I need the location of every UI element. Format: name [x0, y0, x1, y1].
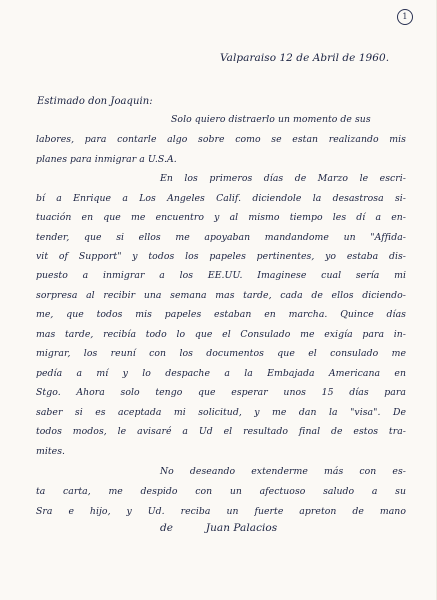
letter-greeting: Estimado don Joaquin: — [37, 96, 153, 107]
body-line: labores, para contarle algo sobre como se estan realizando mis — [36, 134, 406, 145]
body-line: bí a Enrique a Los Angeles Calif. diciendole la desastrosa si- — [36, 193, 406, 204]
body-line: Solo quiero distraerlo un momento de sus — [171, 114, 371, 125]
page-number: 1 — [397, 9, 413, 25]
body-line: En los primeros días de Marzo le escri- — [160, 173, 406, 184]
signature-block — [160, 522, 277, 534]
body-line: puesto a inmigrar a los EE.UU. Imaginese cual sería mi — [36, 270, 406, 281]
body-line: migrar, los reuní con los documentos que el consulado me — [36, 348, 406, 359]
letter-date: Valparaiso 12 de Abril de 1960. — [220, 52, 390, 64]
body-line: mites. — [36, 446, 66, 457]
body-line: No deseando extenderme más con es- — [160, 466, 406, 477]
body-line: todos modos, le avisaré a Ud el resultado final de estos tra- — [36, 426, 406, 437]
body-line: sorpresa al recibir una semana mas tarde, cada de ellos diciendo- — [36, 290, 406, 301]
body-line: saber si es aceptada mi solicitud, y me dan la "visa". De — [36, 407, 406, 418]
body-line: me, que todos mis papeles estaban en marcha. Quince días — [36, 309, 406, 320]
body-line: Sra e hijo, y Ud. reciba un fuerte apreton de mano — [36, 506, 406, 517]
body-line: tender, que si ellos me apoyaban mandandome un "Affida- — [36, 232, 406, 243]
body-line: tuación en que me encuentro y al mismo tiempo les dí a en- — [36, 212, 406, 223]
body-line: ta carta, me despido con un afectuoso saludo a su — [36, 486, 406, 497]
signature-prefix: de — [160, 522, 174, 534]
body-line: mas tarde, recibía todo lo que el Consulado me exigía para in- — [36, 329, 406, 340]
signature-name: Juan Palacios — [205, 522, 278, 534]
body-line: vit of Support" y todos los papeles pertinentes, yo estaba dis- — [36, 251, 406, 262]
body-line: pedía a mí y lo despache a la Embajada Americana en — [36, 368, 406, 379]
body-line: planes para inmigrar a U.S.A. — [36, 154, 177, 165]
body-line: Stgo. Ahora solo tengo que esperar unos 15 días para — [36, 387, 406, 398]
